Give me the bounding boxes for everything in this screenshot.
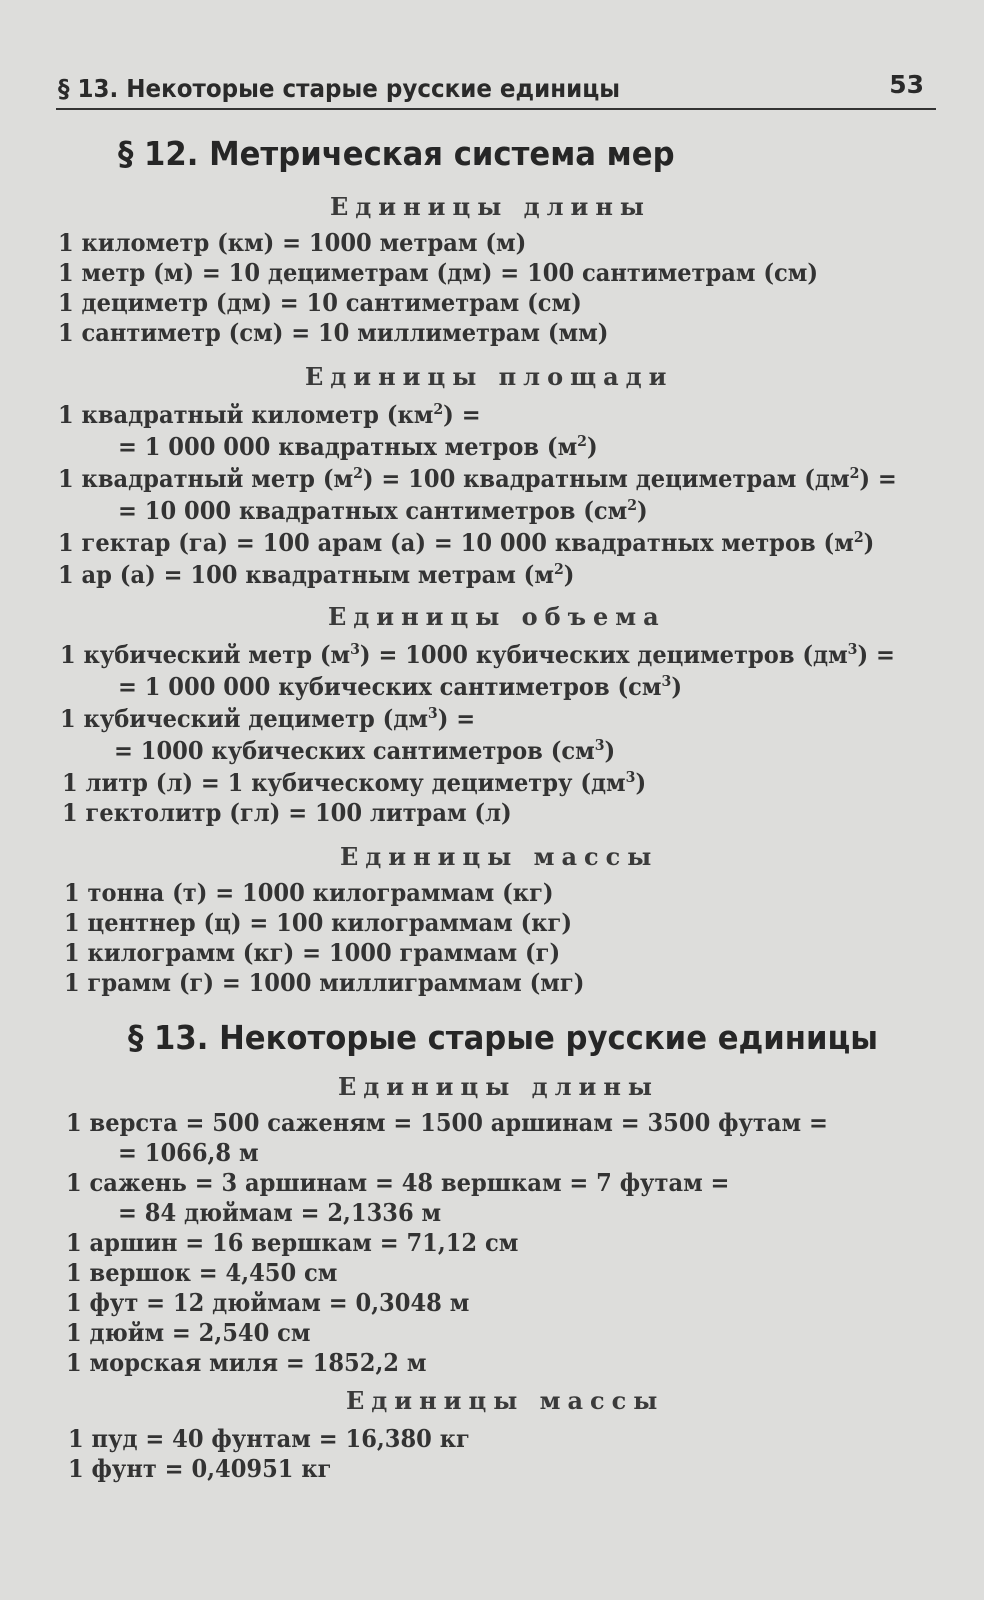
text: = 10 000 квадратных сантиметров (см bbox=[118, 496, 628, 525]
s13-length-heading: Единицы длины bbox=[338, 1072, 659, 1101]
s13-mass-line-1: 1 пуд = 40 фунтам = 16,380 кг bbox=[68, 1424, 470, 1453]
text: ) = bbox=[443, 400, 481, 429]
exponent: 3 bbox=[847, 640, 858, 658]
s12-mass-line-3: 1 килограмм (кг) = 1000 граммам (г) bbox=[64, 938, 561, 967]
s12-volume-heading: Единицы объема bbox=[328, 602, 666, 631]
s12-mass-line-1: 1 тонна (т) = 1000 килограммам (кг) bbox=[64, 878, 554, 907]
section-12-title: § 12. Метрическая система мер bbox=[118, 134, 675, 173]
s12-area-line-4 bbox=[118, 496, 648, 525]
text: ) bbox=[671, 672, 682, 701]
s12-area-line-6 bbox=[58, 560, 574, 589]
exponent: 2 bbox=[433, 400, 444, 418]
exponent: 3 bbox=[594, 736, 605, 754]
text: 1 кубический дециметр (дм bbox=[60, 704, 428, 733]
s13-mass-line-2: 1 фунт = 0,40951 кг bbox=[68, 1454, 332, 1483]
s12-length-line-4: 1 сантиметр (см) = 10 миллиметрам (мм) bbox=[58, 318, 609, 347]
exponent: 3 bbox=[661, 672, 672, 690]
s12-area-line-2 bbox=[118, 432, 598, 461]
text: 1 кубический метр (м bbox=[60, 640, 351, 669]
s13-length-line-8: 1 дюйм = 2,540 см bbox=[66, 1318, 311, 1347]
page-number: 53 bbox=[889, 70, 924, 99]
s13-length-line-5: 1 аршин = 16 вершкам = 71,12 см bbox=[66, 1228, 519, 1257]
text: ) bbox=[586, 432, 598, 461]
running-head-title: § 13. Некоторые старые русские единицы bbox=[58, 74, 621, 103]
exponent: 2 bbox=[577, 432, 587, 450]
exponent: 3 bbox=[350, 640, 360, 658]
text: ) = bbox=[437, 704, 476, 733]
s12-area-line-5 bbox=[58, 528, 874, 557]
text: ) bbox=[637, 496, 648, 525]
exponent: 2 bbox=[553, 560, 564, 578]
text: 1 гектар (га) = 100 арам (а) = 10 000 квадратных метров (м bbox=[58, 528, 854, 557]
text: ) bbox=[604, 736, 616, 765]
s13-length-line-1: 1 верста = 500 саженям = 1500 аршинам = 3500 футам = bbox=[66, 1108, 828, 1137]
s12-volume-line-2 bbox=[118, 672, 682, 701]
text: 1 квадратный километр (км bbox=[58, 400, 434, 429]
text: = 1000 кубических сантиметров (см bbox=[114, 736, 595, 765]
s12-mass-line-4: 1 грамм (г) = 1000 миллиграммам (мг) bbox=[64, 968, 585, 997]
s12-volume-line-5 bbox=[62, 768, 646, 797]
exponent: 2 bbox=[627, 496, 638, 514]
text: ) bbox=[563, 560, 575, 589]
s12-area-line-1 bbox=[58, 400, 481, 429]
text: ) = bbox=[859, 464, 897, 493]
exponent: 3 bbox=[625, 768, 636, 786]
section-13-title: § 13. Некоторые старые русские единицы bbox=[128, 1018, 879, 1057]
s13-length-line-7: 1 фут = 12 дюймам = 0,3048 м bbox=[66, 1288, 470, 1317]
s12-volume-line-1 bbox=[60, 640, 895, 669]
s12-mass-heading: Единицы массы bbox=[340, 842, 659, 871]
exponent: 2 bbox=[353, 464, 363, 482]
text: 1 литр (л) = 1 кубическому дециметру (дм bbox=[62, 768, 626, 797]
s13-length-line-9: 1 морская миля = 1852,2 м bbox=[66, 1348, 427, 1377]
exponent: 3 bbox=[427, 704, 438, 722]
text: ) bbox=[863, 528, 875, 557]
text: ) = bbox=[857, 640, 895, 669]
text: ) = 100 квадратным дециметрам (дм bbox=[362, 464, 850, 493]
text: ) bbox=[635, 768, 647, 797]
s12-volume-line-4 bbox=[114, 736, 615, 765]
s12-volume-line-3 bbox=[60, 704, 475, 733]
s13-mass-heading: Единицы массы bbox=[346, 1386, 665, 1415]
s13-length-line-4: = 84 дюймам = 2,1336 м bbox=[118, 1198, 442, 1227]
s12-length-line-2: 1 метр (м) = 10 дециметрам (дм) = 100 сантиметрам (см) bbox=[58, 258, 819, 287]
text: 1 ар (а) = 100 квадратным метрам (м bbox=[58, 560, 554, 589]
s12-area-line-3 bbox=[58, 464, 897, 493]
s13-length-line-3: 1 сажень = 3 аршинам = 48 вершкам = 7 футам = bbox=[66, 1168, 730, 1197]
s12-length-line-3: 1 дециметр (дм) = 10 сантиметрам (см) bbox=[58, 288, 582, 317]
text: 1 квадратный метр (м bbox=[58, 464, 354, 493]
text: = 1 000 000 квадратных метров (м bbox=[118, 432, 578, 461]
text: = 1 000 000 кубических сантиметров (см bbox=[118, 672, 662, 701]
s12-length-heading: Единицы длины bbox=[330, 192, 651, 221]
s12-area-heading: Единицы площади bbox=[305, 362, 674, 391]
s12-volume-line-6: 1 гектолитр (гл) = 100 литрам (л) bbox=[62, 798, 512, 827]
s13-length-line-2: = 1066,8 м bbox=[118, 1138, 259, 1167]
exponent: 2 bbox=[849, 464, 860, 482]
text: ) = 1000 кубических дециметров (дм bbox=[359, 640, 848, 669]
running-head bbox=[56, 72, 936, 110]
s13-length-line-6: 1 вершок = 4,450 см bbox=[66, 1258, 338, 1287]
s12-length-line-1: 1 километр (км) = 1000 метрам (м) bbox=[58, 228, 527, 257]
exponent: 2 bbox=[853, 528, 864, 546]
s12-mass-line-2: 1 центнер (ц) = 100 килограммам (кг) bbox=[64, 908, 573, 937]
